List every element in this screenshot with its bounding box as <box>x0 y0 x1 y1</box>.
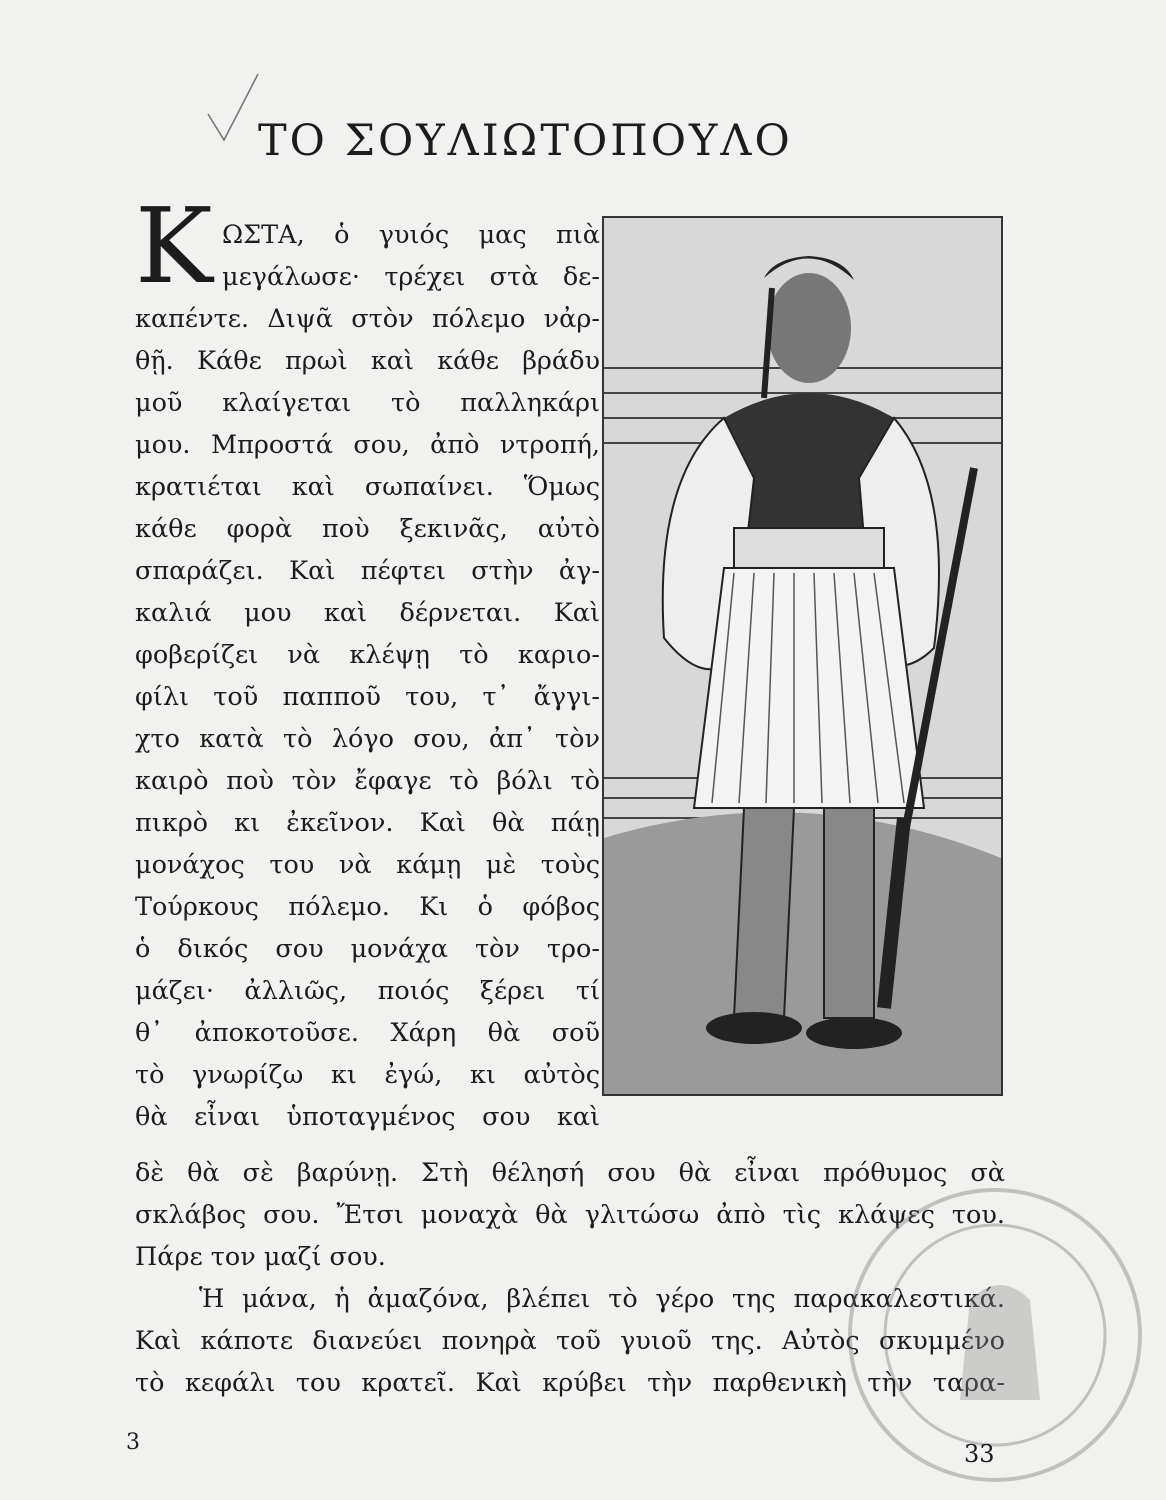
text-line: θ᾽ ἀποκοτοῦσε. Χάρη θὰ σοῦ <box>135 1018 600 1048</box>
text-line: πικρὸ κι ἐκεῖνον. Καὶ θὰ πάῃ <box>135 808 600 838</box>
text-line: θὰ εἶναι ὑποταγμένος σου καὶ <box>135 1102 600 1132</box>
text-line: μεγάλωσε· τρέχει στὰ δε- <box>222 262 600 292</box>
text-line: τὸ γνωρίζω κι ἐγώ, κι αὐτὸς <box>135 1060 600 1090</box>
text-line: Ἡ μάνα, ἡ ἀμαζόνα, βλέπει τὸ γέρο της παρακαλεστικά. <box>199 1284 1005 1314</box>
text-line: χτο κατὰ τὸ λόγο σου, ἀπ᾽ τὸν <box>135 724 600 754</box>
page-number-left: 3 <box>126 1430 140 1455</box>
woodcut-illustration <box>602 216 1003 1096</box>
page-title: ΤΟ ΣΟΥΛΙΩΤΟΠΟΥΛΟ <box>258 116 793 166</box>
text-line: τὸ κεφάλι του κρατεῖ. Καὶ κρύβει τὴν παρθενικὴ τὴν ταρα- <box>135 1368 1005 1398</box>
page-number-right: 33 <box>964 1440 995 1468</box>
text-line: μονάχος του νὰ κάμῃ μὲ τοὺς <box>135 850 600 880</box>
text-line: φίλι τοῦ παπποῦ του, τ᾽ ἄγγι- <box>135 682 600 712</box>
text-line: καιρὸ ποὺ τὸν ἔφαγε τὸ βόλι τὸ <box>135 766 600 796</box>
text-line: ὁ δικός σου μονάχα τὸν τρο- <box>135 934 600 964</box>
library-stamp <box>840 1180 1150 1490</box>
narrow-column <box>135 298 600 1138</box>
text-line: μου. Μπροστά σου, ἀπὸ ντροπή, <box>135 430 600 460</box>
text-line: Καὶ κάποτε διανεύει πονηρὰ τοῦ γυιοῦ της. Αὐτὸς σκυμμένο <box>135 1326 1005 1356</box>
text-line: κρατιέται καὶ σωπαίνει. Ὅμως <box>135 472 600 502</box>
text-line: μάζει· ἀλλιῶς, ποιός ξέρει τί <box>135 976 600 1006</box>
text-line: σκλάβος σου. Ἔτσι μοναχὰ θὰ γλιτώσω ἀπὸ τὶς κλάψες του. <box>135 1200 1005 1230</box>
text-line: μοῦ κλαίγεται τὸ παλληκάρι <box>135 388 600 418</box>
text-line: Πάρε τον μαζί σου. <box>135 1242 386 1272</box>
text-line: δὲ θὰ σὲ βαρύνῃ. Στὴ θέλησή σου θὰ εἶναι πρόθυμος σὰ <box>135 1158 1005 1188</box>
text-line: φοβερίζει νὰ κλέψῃ τὸ καριο- <box>135 640 600 670</box>
text-line: καπέντε. Διψᾶ στὸν πόλεμο νἀρ- <box>135 304 600 334</box>
text-line: κάθε φορὰ ποὺ ξεκινᾶς, αὐτὸ <box>135 514 600 544</box>
first-lines <box>222 214 600 298</box>
text-line: καλιά μου καὶ δέρνεται. Καὶ <box>135 598 600 628</box>
text-line: Τούρκους πόλεμο. Κι ὁ φόβος <box>135 892 600 922</box>
souliote-boy-figure <box>604 218 1001 1094</box>
text-line: θῇ. Κάθε πρωὶ καὶ κάθε βράδυ <box>135 346 600 376</box>
text-line: σπαράζει. Καὶ πέφτει στὴν ἀγ- <box>135 556 600 586</box>
drop-cap: Κ <box>135 185 213 307</box>
text-line: ΩΣΤΑ, ὁ γυιός μας πιὰ <box>222 220 600 250</box>
